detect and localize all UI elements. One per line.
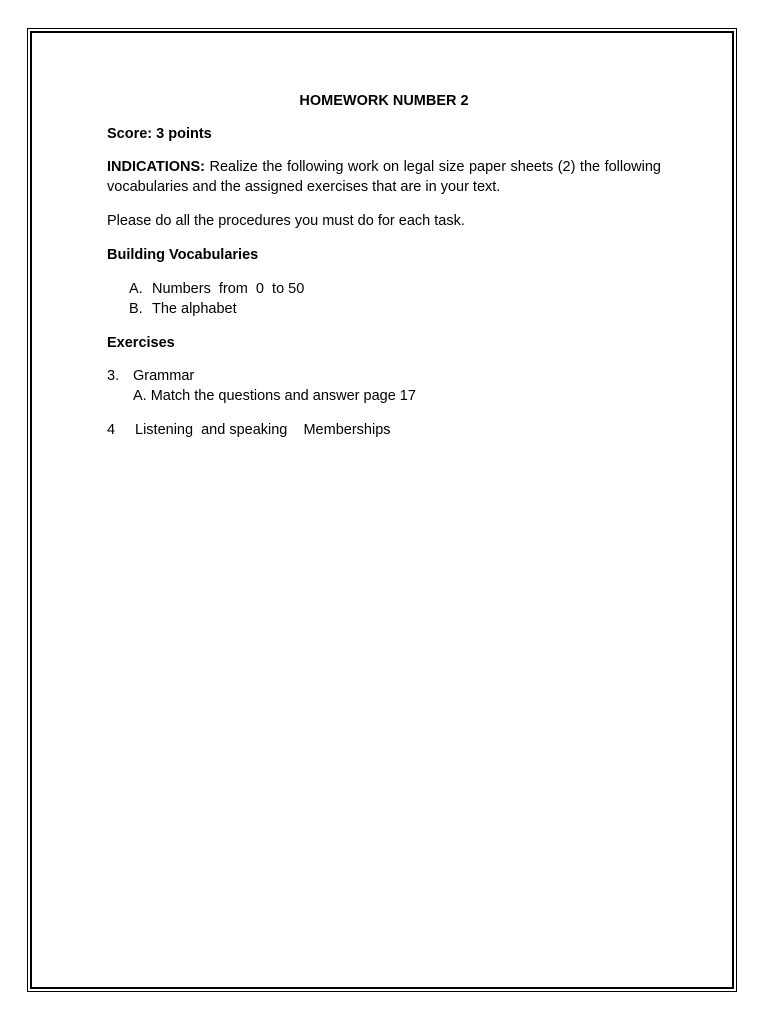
indications-label: INDICATIONS: <box>107 159 206 175</box>
list-marker: B. <box>129 301 143 317</box>
exercise-number: 4 <box>107 422 116 438</box>
exercise-text: Grammar <box>133 368 195 384</box>
list-item-text: The alphabet <box>152 301 237 317</box>
exercise-number: 3. <box>107 368 120 384</box>
exercises-heading: Exercises <box>107 335 175 351</box>
document-title: HOMEWORK NUMBER 2 <box>299 93 469 109</box>
exercise-subitem: A. Match the questions and answer page 17 <box>133 388 416 404</box>
exercise-item <box>107 420 391 440</box>
list-item <box>129 299 304 319</box>
indications-paragraph <box>107 157 661 197</box>
exercise-item <box>107 366 194 386</box>
list-marker: A. <box>129 281 143 297</box>
indications-text: Realize the following work on legal size paper sheets (2) the following vocabularies and the assigned exercises that are in your text. <box>107 159 661 195</box>
exercise-text: Listening and speaking Memberships <box>135 422 391 438</box>
vocabulary-heading: Building Vocabularies <box>107 247 259 263</box>
score-line: Score: 3 points <box>107 126 212 142</box>
procedures-line: Please do all the procedures you must do for each task. <box>107 213 465 229</box>
list-item-text: Numbers from 0 to 50 <box>152 281 305 297</box>
vocabulary-list <box>129 279 304 319</box>
list-item <box>129 279 304 299</box>
